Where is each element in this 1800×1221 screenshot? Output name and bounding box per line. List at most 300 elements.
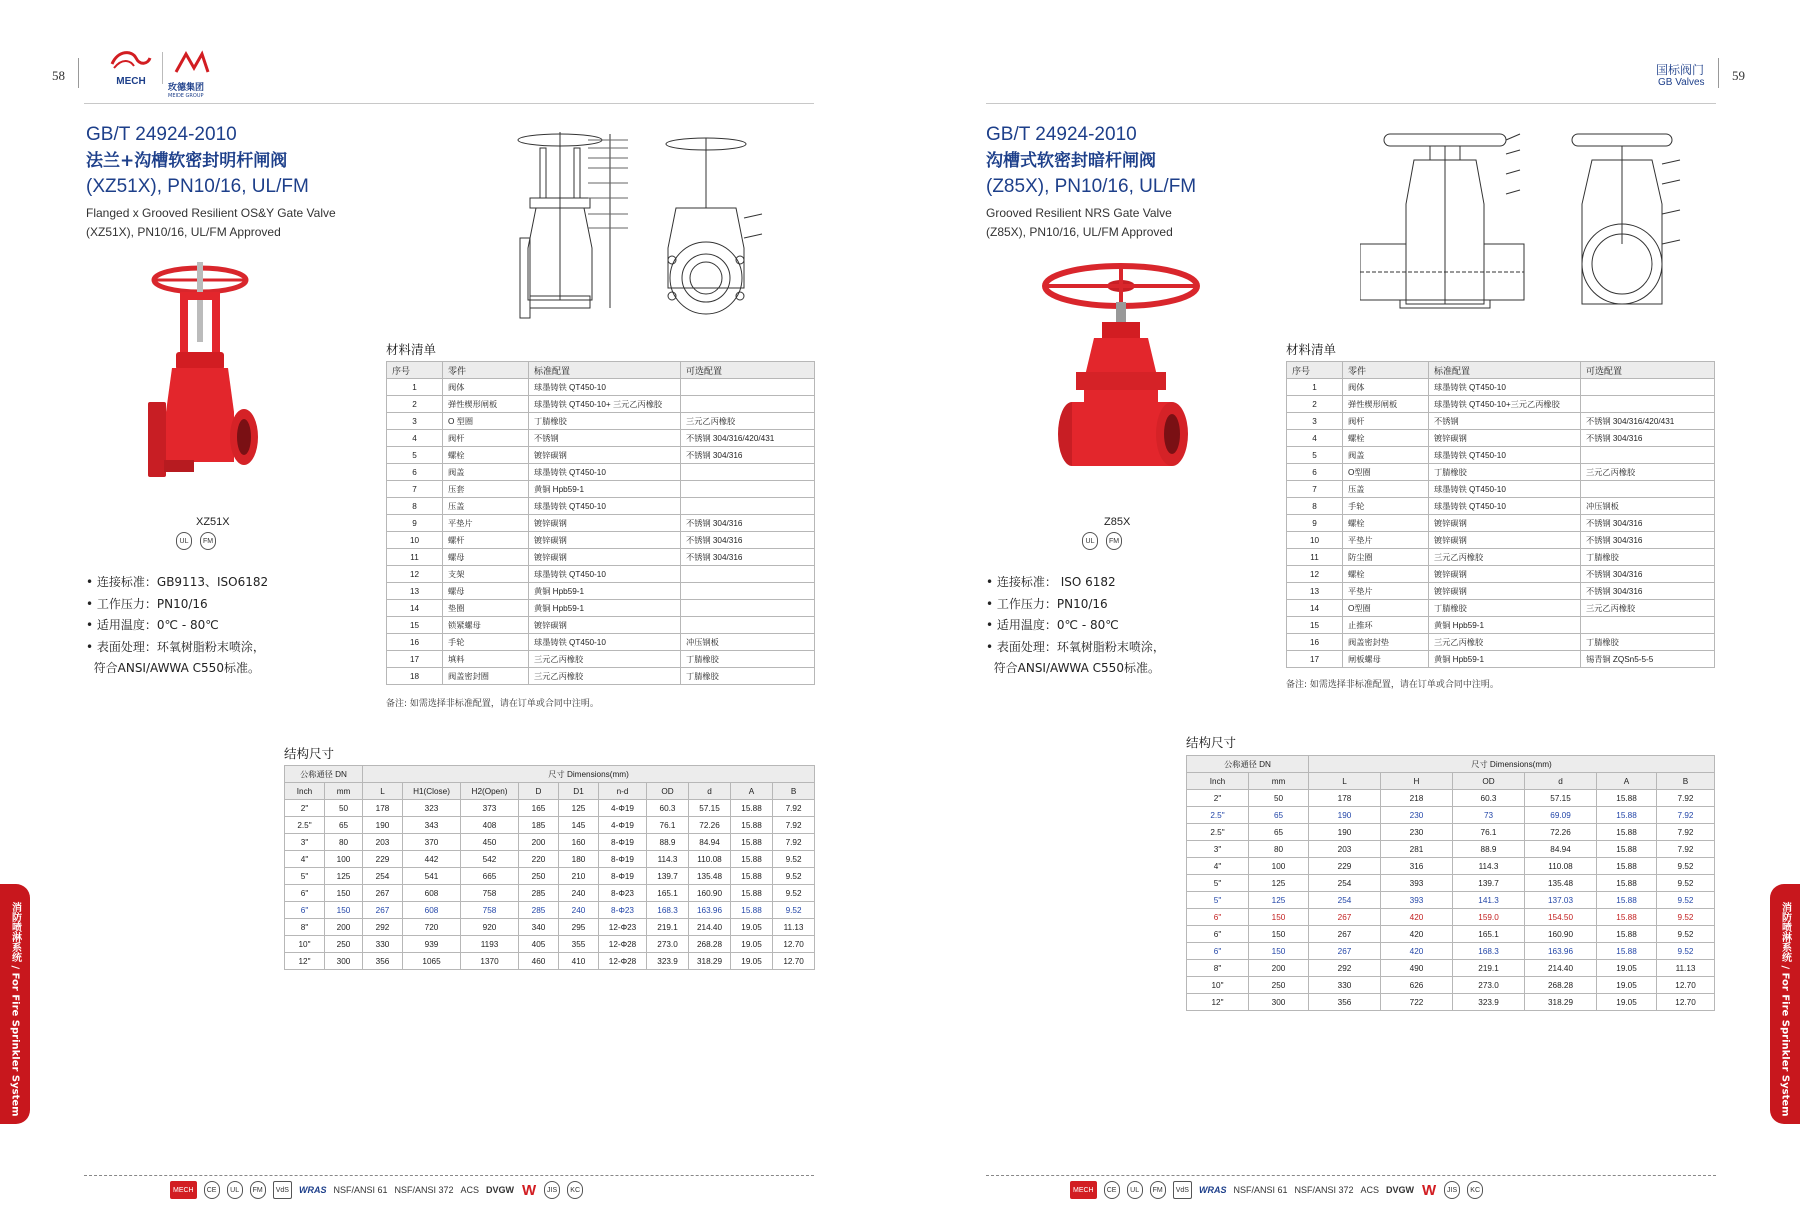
table-cell: 15 xyxy=(387,617,443,634)
table-cell: 镀锌碳钢 xyxy=(529,532,681,549)
table-cell: 19.05 xyxy=(731,919,773,936)
right-side-tab xyxy=(1770,884,1800,1124)
table-cell: 178 xyxy=(363,800,403,817)
table-cell: 5" xyxy=(1187,892,1249,909)
table-cell: 镀锌碳钢 xyxy=(529,515,681,532)
table-cell xyxy=(1581,481,1715,498)
col-header-standard: 标准配置 xyxy=(1429,362,1581,379)
cert-ul-icon: UL xyxy=(227,1181,243,1199)
fm-approved-icon: FM xyxy=(200,532,216,550)
table-cell: 11 xyxy=(1287,549,1343,566)
left-standard: GB/T 24924-2010 xyxy=(86,124,237,145)
right-dimension-body xyxy=(1187,790,1715,1011)
table-cell: 6" xyxy=(285,902,325,919)
table-cell: 250 xyxy=(325,936,363,953)
table-cell: 240 xyxy=(559,902,599,919)
table-cell: 8-Φ19 xyxy=(599,851,647,868)
col-header-part: 零件 xyxy=(443,362,529,379)
table-cell: 15.88 xyxy=(1597,824,1657,841)
table-row xyxy=(1187,807,1715,824)
table-cell: 9.52 xyxy=(773,902,815,919)
table-cell: 12.70 xyxy=(773,936,815,953)
left-title-en-1: Flanged x Grooved Resilient OS&Y Gate Valve xyxy=(86,206,336,220)
table-row xyxy=(387,600,815,617)
table-cell: 281 xyxy=(1381,841,1453,858)
table-cell: 165.1 xyxy=(1453,926,1525,943)
table-cell: 15.88 xyxy=(1597,875,1657,892)
table-cell: 393 xyxy=(1381,892,1453,909)
table-cell: 镀锌碳钢 xyxy=(1429,430,1581,447)
table-cell: 8-Φ19 xyxy=(599,834,647,851)
table-cell: 722 xyxy=(1381,994,1453,1011)
table-cell: 不锈钢 304/316 xyxy=(1581,515,1715,532)
right-footer-rule xyxy=(986,1175,1716,1176)
table-cell: 163.96 xyxy=(689,902,731,919)
table-cell: 阀盖 xyxy=(443,464,529,481)
left-material-body xyxy=(387,379,815,685)
table-cell: 镀锌碳钢 xyxy=(529,549,681,566)
table-cell: 100 xyxy=(325,851,363,868)
ul-listed-icon: UL xyxy=(176,532,192,550)
table-cell: 2" xyxy=(285,800,325,817)
table-cell: 2 xyxy=(387,396,443,413)
table-cell: 8 xyxy=(1287,498,1343,515)
table-cell: 76.1 xyxy=(647,817,689,834)
table-cell: 15.88 xyxy=(731,902,773,919)
table-cell: 1065 xyxy=(403,953,461,970)
table-cell: 9.52 xyxy=(1657,858,1715,875)
table-cell: 9.52 xyxy=(1657,926,1715,943)
table-cell: 4" xyxy=(1187,858,1249,875)
table-cell: 15.88 xyxy=(731,800,773,817)
cert-kc-icon: KC xyxy=(567,1181,583,1199)
spec-item: • 工作压力：PN10/16 xyxy=(86,596,208,611)
table-cell: 14 xyxy=(1287,600,1343,617)
table-cell: 螺栓 xyxy=(443,447,529,464)
table-cell: 3 xyxy=(387,413,443,430)
table-cell: 626 xyxy=(1381,977,1453,994)
right-header-divider xyxy=(1718,58,1719,88)
table-cell xyxy=(1581,396,1715,413)
table-cell: 冲压钢板 xyxy=(681,634,815,651)
cert-ce-icon: CE xyxy=(204,1181,220,1199)
table-cell: 15.88 xyxy=(731,834,773,851)
col-nd: n-d xyxy=(599,783,647,800)
spec-item: • 连接标准：GB9113、ISO6182 xyxy=(86,575,269,589)
table-cell: 镀锌碳钢 xyxy=(529,617,681,634)
meide-logo-text: 玫德集团 xyxy=(168,83,205,93)
table-cell: 螺杆 xyxy=(443,532,529,549)
table-cell: 3" xyxy=(1187,841,1249,858)
table-cell: 三元乙丙橡胶 xyxy=(1581,600,1715,617)
table-row xyxy=(1287,583,1715,600)
spec-item: 符合ANSI/AWWA C550标准。 xyxy=(86,661,260,675)
table-cell: 阀体 xyxy=(1343,379,1429,396)
col-h: H xyxy=(1381,773,1453,790)
table-cell: 12" xyxy=(285,953,325,970)
cert-fm-icon: FM xyxy=(250,1181,266,1199)
table-cell: 9 xyxy=(1287,515,1343,532)
table-cell: 165 xyxy=(519,800,559,817)
table-row xyxy=(1187,875,1715,892)
table-cell: 250 xyxy=(1249,977,1309,994)
table-cell: 73 xyxy=(1453,807,1525,824)
table-cell: 7.92 xyxy=(773,800,815,817)
table-cell: 190 xyxy=(1309,824,1381,841)
table-cell: 7 xyxy=(387,481,443,498)
table-row xyxy=(387,413,815,430)
side-tab-label: 消防喷淋系统 / For Fire Sprinkler System xyxy=(1779,902,1791,1117)
table-cell: 3" xyxy=(285,834,325,851)
dimensions-header: 尺寸 Dimensions(mm) xyxy=(1309,756,1715,773)
col-d: d xyxy=(689,783,731,800)
table-cell: 180 xyxy=(559,851,599,868)
col-header-optional: 可选配置 xyxy=(1581,362,1715,379)
table-cell: 200 xyxy=(1249,960,1309,977)
table-cell: 340 xyxy=(519,919,559,936)
table-row xyxy=(1287,430,1715,447)
table-cell: 135.48 xyxy=(689,868,731,885)
table-cell: 8" xyxy=(285,919,325,936)
table-cell: 50 xyxy=(1249,790,1309,807)
table-cell: 65 xyxy=(1249,824,1309,841)
col-od: OD xyxy=(647,783,689,800)
mech-logo-text: MECH xyxy=(116,76,146,87)
table-row xyxy=(1287,481,1715,498)
table-cell: 15 xyxy=(1287,617,1343,634)
table-cell: 丁腈橡胶 xyxy=(681,651,815,668)
right-cert-strip xyxy=(1070,1178,1483,1202)
table-cell: 不锈钢 xyxy=(1429,413,1581,430)
table-cell: 268.28 xyxy=(689,936,731,953)
table-cell: 7.92 xyxy=(1657,790,1715,807)
table-cell xyxy=(681,617,815,634)
table-cell xyxy=(1581,617,1715,634)
table-cell xyxy=(681,566,815,583)
table-cell: 12 xyxy=(387,566,443,583)
table-row xyxy=(387,566,815,583)
table-cell: 267 xyxy=(1309,926,1381,943)
table-cell: 542 xyxy=(461,851,519,868)
left-dimension-title: 结构尺寸 xyxy=(284,746,335,761)
table-cell: 9.52 xyxy=(1657,892,1715,909)
table-cell: 254 xyxy=(363,868,403,885)
table-cell: 356 xyxy=(1309,994,1381,1011)
table-row xyxy=(387,583,815,600)
table-cell: 168.3 xyxy=(647,902,689,919)
col-d: d xyxy=(1525,773,1597,790)
table-cell xyxy=(681,379,815,396)
table-cell: 三元乙丙橡胶 xyxy=(681,413,815,430)
table-cell: 9.52 xyxy=(773,885,815,902)
table-cell: 160.90 xyxy=(1525,926,1597,943)
cert-w-icon: W xyxy=(1421,1181,1437,1199)
table-cell: 三元乙丙橡胶 xyxy=(1429,634,1581,651)
table-cell: 7.92 xyxy=(1657,824,1715,841)
table-row xyxy=(285,834,815,851)
left-title-cn: 法兰+沟槽软密封明杆闸阀 xyxy=(86,151,288,171)
table-cell: 267 xyxy=(363,885,403,902)
table-cell: 1193 xyxy=(461,936,519,953)
table-cell: 7.92 xyxy=(773,817,815,834)
table-cell: 黄铜 Hpb59-1 xyxy=(1429,617,1581,634)
table-row xyxy=(285,817,815,834)
table-cell: 318.29 xyxy=(1525,994,1597,1011)
table-cell: 15.88 xyxy=(1597,841,1657,858)
table-row xyxy=(1287,600,1715,617)
table-cell: 214.40 xyxy=(1525,960,1597,977)
table-cell: 163.96 xyxy=(1525,943,1597,960)
spec-item: • 适用温度：0℃ - 80℃ xyxy=(986,618,1119,632)
table-cell: 不锈钢 304/316 xyxy=(1581,583,1715,600)
left-photo-label: XZ51X xyxy=(196,516,230,528)
col-header-optional: 可选配置 xyxy=(681,362,815,379)
table-cell: 318.29 xyxy=(689,953,731,970)
table-cell: 不锈钢 304/316 xyxy=(681,549,815,566)
table-cell: 450 xyxy=(461,834,519,851)
table-cell: 球墨铸铁 QT450-10 xyxy=(1429,481,1581,498)
right-header-rule xyxy=(986,103,1716,104)
cert-acs-label: ACS xyxy=(460,1185,480,1195)
cert-jis-icon: JIS xyxy=(1444,1181,1460,1199)
table-cell: 1 xyxy=(387,379,443,396)
left-material-note: 备注: 如需选择非标准配置，请在订单或合同中注明。 xyxy=(386,699,599,709)
table-cell: 7.92 xyxy=(1657,841,1715,858)
table-cell: 支架 xyxy=(443,566,529,583)
table-cell: 300 xyxy=(1249,994,1309,1011)
table-cell: 垫圈 xyxy=(443,600,529,617)
table-cell: 弹性楔形闸板 xyxy=(443,396,529,413)
table-cell: 60.3 xyxy=(647,800,689,817)
table-row xyxy=(1187,994,1715,1011)
table-cell: 19.05 xyxy=(731,936,773,953)
table-cell: 939 xyxy=(403,936,461,953)
table-cell: 15.88 xyxy=(731,885,773,902)
table-cell: 15.88 xyxy=(1597,926,1657,943)
table-cell: 608 xyxy=(403,885,461,902)
left-dimension-table xyxy=(284,765,815,970)
table-cell: 343 xyxy=(403,817,461,834)
table-cell: 141.3 xyxy=(1453,892,1525,909)
table-row xyxy=(285,953,815,970)
table-cell: 57.15 xyxy=(1525,790,1597,807)
table-cell: 323 xyxy=(403,800,461,817)
col-d1: D1 xyxy=(559,783,599,800)
fm-approved-icon: FM xyxy=(1106,532,1122,550)
table-cell: 防尘圈 xyxy=(1343,549,1429,566)
left-material-table xyxy=(386,361,815,685)
table-cell: 19.05 xyxy=(1597,994,1657,1011)
right-standard: GB/T 24924-2010 xyxy=(986,124,1137,145)
col-header-no: 序号 xyxy=(1287,362,1343,379)
table-row xyxy=(1187,926,1715,943)
right-title-block xyxy=(986,122,1286,242)
left-title-model: (XZ51X), PN10/16, UL/FM xyxy=(86,176,309,197)
table-row xyxy=(1187,943,1715,960)
table-cell: 球墨铸铁 QT450-10 xyxy=(1429,379,1581,396)
table-cell: O型圈 xyxy=(1343,600,1429,617)
table-cell: 阀杆 xyxy=(443,430,529,447)
table-row xyxy=(1287,464,1715,481)
col-mm: mm xyxy=(1249,773,1309,790)
table-cell: 15.88 xyxy=(1597,943,1657,960)
meide-mark-icon xyxy=(168,50,214,76)
table-cell: 214.40 xyxy=(689,919,731,936)
table-cell: 压盖 xyxy=(1343,481,1429,498)
table-cell: 2.5" xyxy=(1187,807,1249,824)
right-title-en-2: (Z85X), PN10/16, UL/FM Approved xyxy=(986,225,1173,239)
cert-brand-icon: MECH xyxy=(170,1181,197,1199)
table-row xyxy=(1287,651,1715,668)
table-cell: 110.08 xyxy=(1525,858,1597,875)
table-cell: 弹性楔形闸板 xyxy=(1343,396,1429,413)
table-row xyxy=(387,532,815,549)
table-cell: 2.5" xyxy=(1187,824,1249,841)
table-cell: 5" xyxy=(285,868,325,885)
table-cell: 159.0 xyxy=(1453,909,1525,926)
table-cell: 84.94 xyxy=(689,834,731,851)
material-header-row xyxy=(387,362,815,379)
table-cell: 88.9 xyxy=(647,834,689,851)
table-cell: 300 xyxy=(325,953,363,970)
table-row xyxy=(285,885,815,902)
table-cell: 止推环 xyxy=(1343,617,1429,634)
table-cell: 88.9 xyxy=(1453,841,1525,858)
left-header-divider xyxy=(78,58,79,88)
table-cell: 10 xyxy=(1287,532,1343,549)
table-cell: 13 xyxy=(387,583,443,600)
spec-item: 符合ANSI/AWWA C550标准。 xyxy=(986,661,1160,675)
left-side-tab xyxy=(0,884,30,1124)
table-cell: 273.0 xyxy=(647,936,689,953)
dimension-group-row xyxy=(1187,756,1715,773)
table-cell: O 型圈 xyxy=(443,413,529,430)
table-row xyxy=(1287,396,1715,413)
table-cell: 200 xyxy=(519,834,559,851)
table-cell: 阀盖密封圈 xyxy=(443,668,529,685)
table-cell: 三元乙丙橡胶 xyxy=(1429,549,1581,566)
table-cell: 110.08 xyxy=(689,851,731,868)
table-cell: 不锈钢 304/316/420/431 xyxy=(1581,413,1715,430)
table-cell: 12" xyxy=(1187,994,1249,1011)
table-cell: 7.92 xyxy=(1657,807,1715,824)
material-header-row xyxy=(1287,362,1715,379)
table-row xyxy=(1287,532,1715,549)
right-page-number: 59 xyxy=(1732,68,1745,83)
table-cell: 9.52 xyxy=(773,851,815,868)
table-cell: 不锈钢 304/316 xyxy=(1581,532,1715,549)
table-cell: 220 xyxy=(519,851,559,868)
table-cell: 330 xyxy=(363,936,403,953)
table-cell: 阀杆 xyxy=(1343,413,1429,430)
table-cell xyxy=(681,583,815,600)
table-row xyxy=(387,396,815,413)
right-approval-logos xyxy=(1082,532,1122,550)
cert-brand-icon: MECH xyxy=(1070,1181,1097,1199)
table-cell: 295 xyxy=(559,919,599,936)
table-cell: 285 xyxy=(519,902,559,919)
table-cell xyxy=(681,600,815,617)
table-cell: 螺栓 xyxy=(1343,566,1429,583)
table-cell: 490 xyxy=(1381,960,1453,977)
table-cell: 平垫片 xyxy=(443,515,529,532)
table-cell: 135.48 xyxy=(1525,875,1597,892)
table-cell: 镀锌碳钢 xyxy=(1429,515,1581,532)
table-cell: 5 xyxy=(1287,447,1343,464)
table-cell: 541 xyxy=(403,868,461,885)
table-row xyxy=(1287,634,1715,651)
table-cell: 150 xyxy=(325,902,363,919)
table-cell: 154.50 xyxy=(1525,909,1597,926)
table-cell: 665 xyxy=(461,868,519,885)
table-cell: 丁腈橡胶 xyxy=(1581,549,1715,566)
table-cell: 219.1 xyxy=(1453,960,1525,977)
col-od: OD xyxy=(1453,773,1525,790)
right-section-drawing xyxy=(1360,124,1690,334)
table-cell: 420 xyxy=(1381,909,1453,926)
left-spec-list xyxy=(86,572,376,680)
table-cell: 7 xyxy=(1287,481,1343,498)
table-cell: 410 xyxy=(559,953,599,970)
cert-nsf61-label: NSF/ANSI 61 xyxy=(1233,1185,1288,1195)
table-cell: 15.88 xyxy=(1597,790,1657,807)
left-page-number: 58 xyxy=(52,68,65,83)
table-cell xyxy=(681,464,815,481)
cert-w-icon: W xyxy=(521,1181,537,1199)
table-cell: 三元乙丙橡胶 xyxy=(529,668,681,685)
table-cell: 4" xyxy=(285,851,325,868)
cert-dvgw-icon: DVGW xyxy=(486,1185,515,1195)
table-cell: 720 xyxy=(403,919,461,936)
col-b: B xyxy=(1657,773,1715,790)
table-cell: 阀盖 xyxy=(1343,447,1429,464)
table-cell: 2.5" xyxy=(285,817,325,834)
table-row xyxy=(285,936,815,953)
table-row xyxy=(387,447,815,464)
table-cell: 16 xyxy=(1287,634,1343,651)
table-cell: 球墨铸铁 QT450-10 xyxy=(529,379,681,396)
table-row xyxy=(387,668,815,685)
table-row xyxy=(1287,515,1715,532)
table-cell: 9.52 xyxy=(1657,875,1715,892)
table-cell: 三元乙丙橡胶 xyxy=(1581,464,1715,481)
left-section-drawing xyxy=(500,128,780,340)
table-cell: 黄铜 Hpb59-1 xyxy=(529,600,681,617)
dimension-group-row xyxy=(285,766,815,783)
spec-item: • 工作压力：PN10/16 xyxy=(986,596,1108,611)
table-cell: 268.28 xyxy=(1525,977,1597,994)
table-cell: 137.03 xyxy=(1525,892,1597,909)
table-cell: 210 xyxy=(559,868,599,885)
spec-item: • 连接标准： ISO 6182 xyxy=(986,575,1116,589)
table-cell: 17 xyxy=(387,651,443,668)
table-row xyxy=(285,800,815,817)
table-cell: 150 xyxy=(325,885,363,902)
col-header-no: 序号 xyxy=(387,362,443,379)
logo-divider xyxy=(162,52,163,84)
table-cell: 203 xyxy=(363,834,403,851)
table-cell: 阀盖密封垫 xyxy=(1343,634,1429,651)
dn-header: 公称通径 DN xyxy=(285,766,363,783)
spec-item: • 表面处理：环氧树脂粉末喷涂， xyxy=(86,639,265,654)
table-cell: 镀锌碳钢 xyxy=(1429,583,1581,600)
table-cell: 125 xyxy=(559,800,599,817)
spec-item: • 表面处理：环氧树脂粉末喷涂， xyxy=(986,639,1165,654)
left-header-rule xyxy=(84,103,814,104)
cert-fm-icon: FM xyxy=(1150,1181,1166,1199)
col-header-part: 零件 xyxy=(1343,362,1429,379)
table-cell: 267 xyxy=(1309,943,1381,960)
